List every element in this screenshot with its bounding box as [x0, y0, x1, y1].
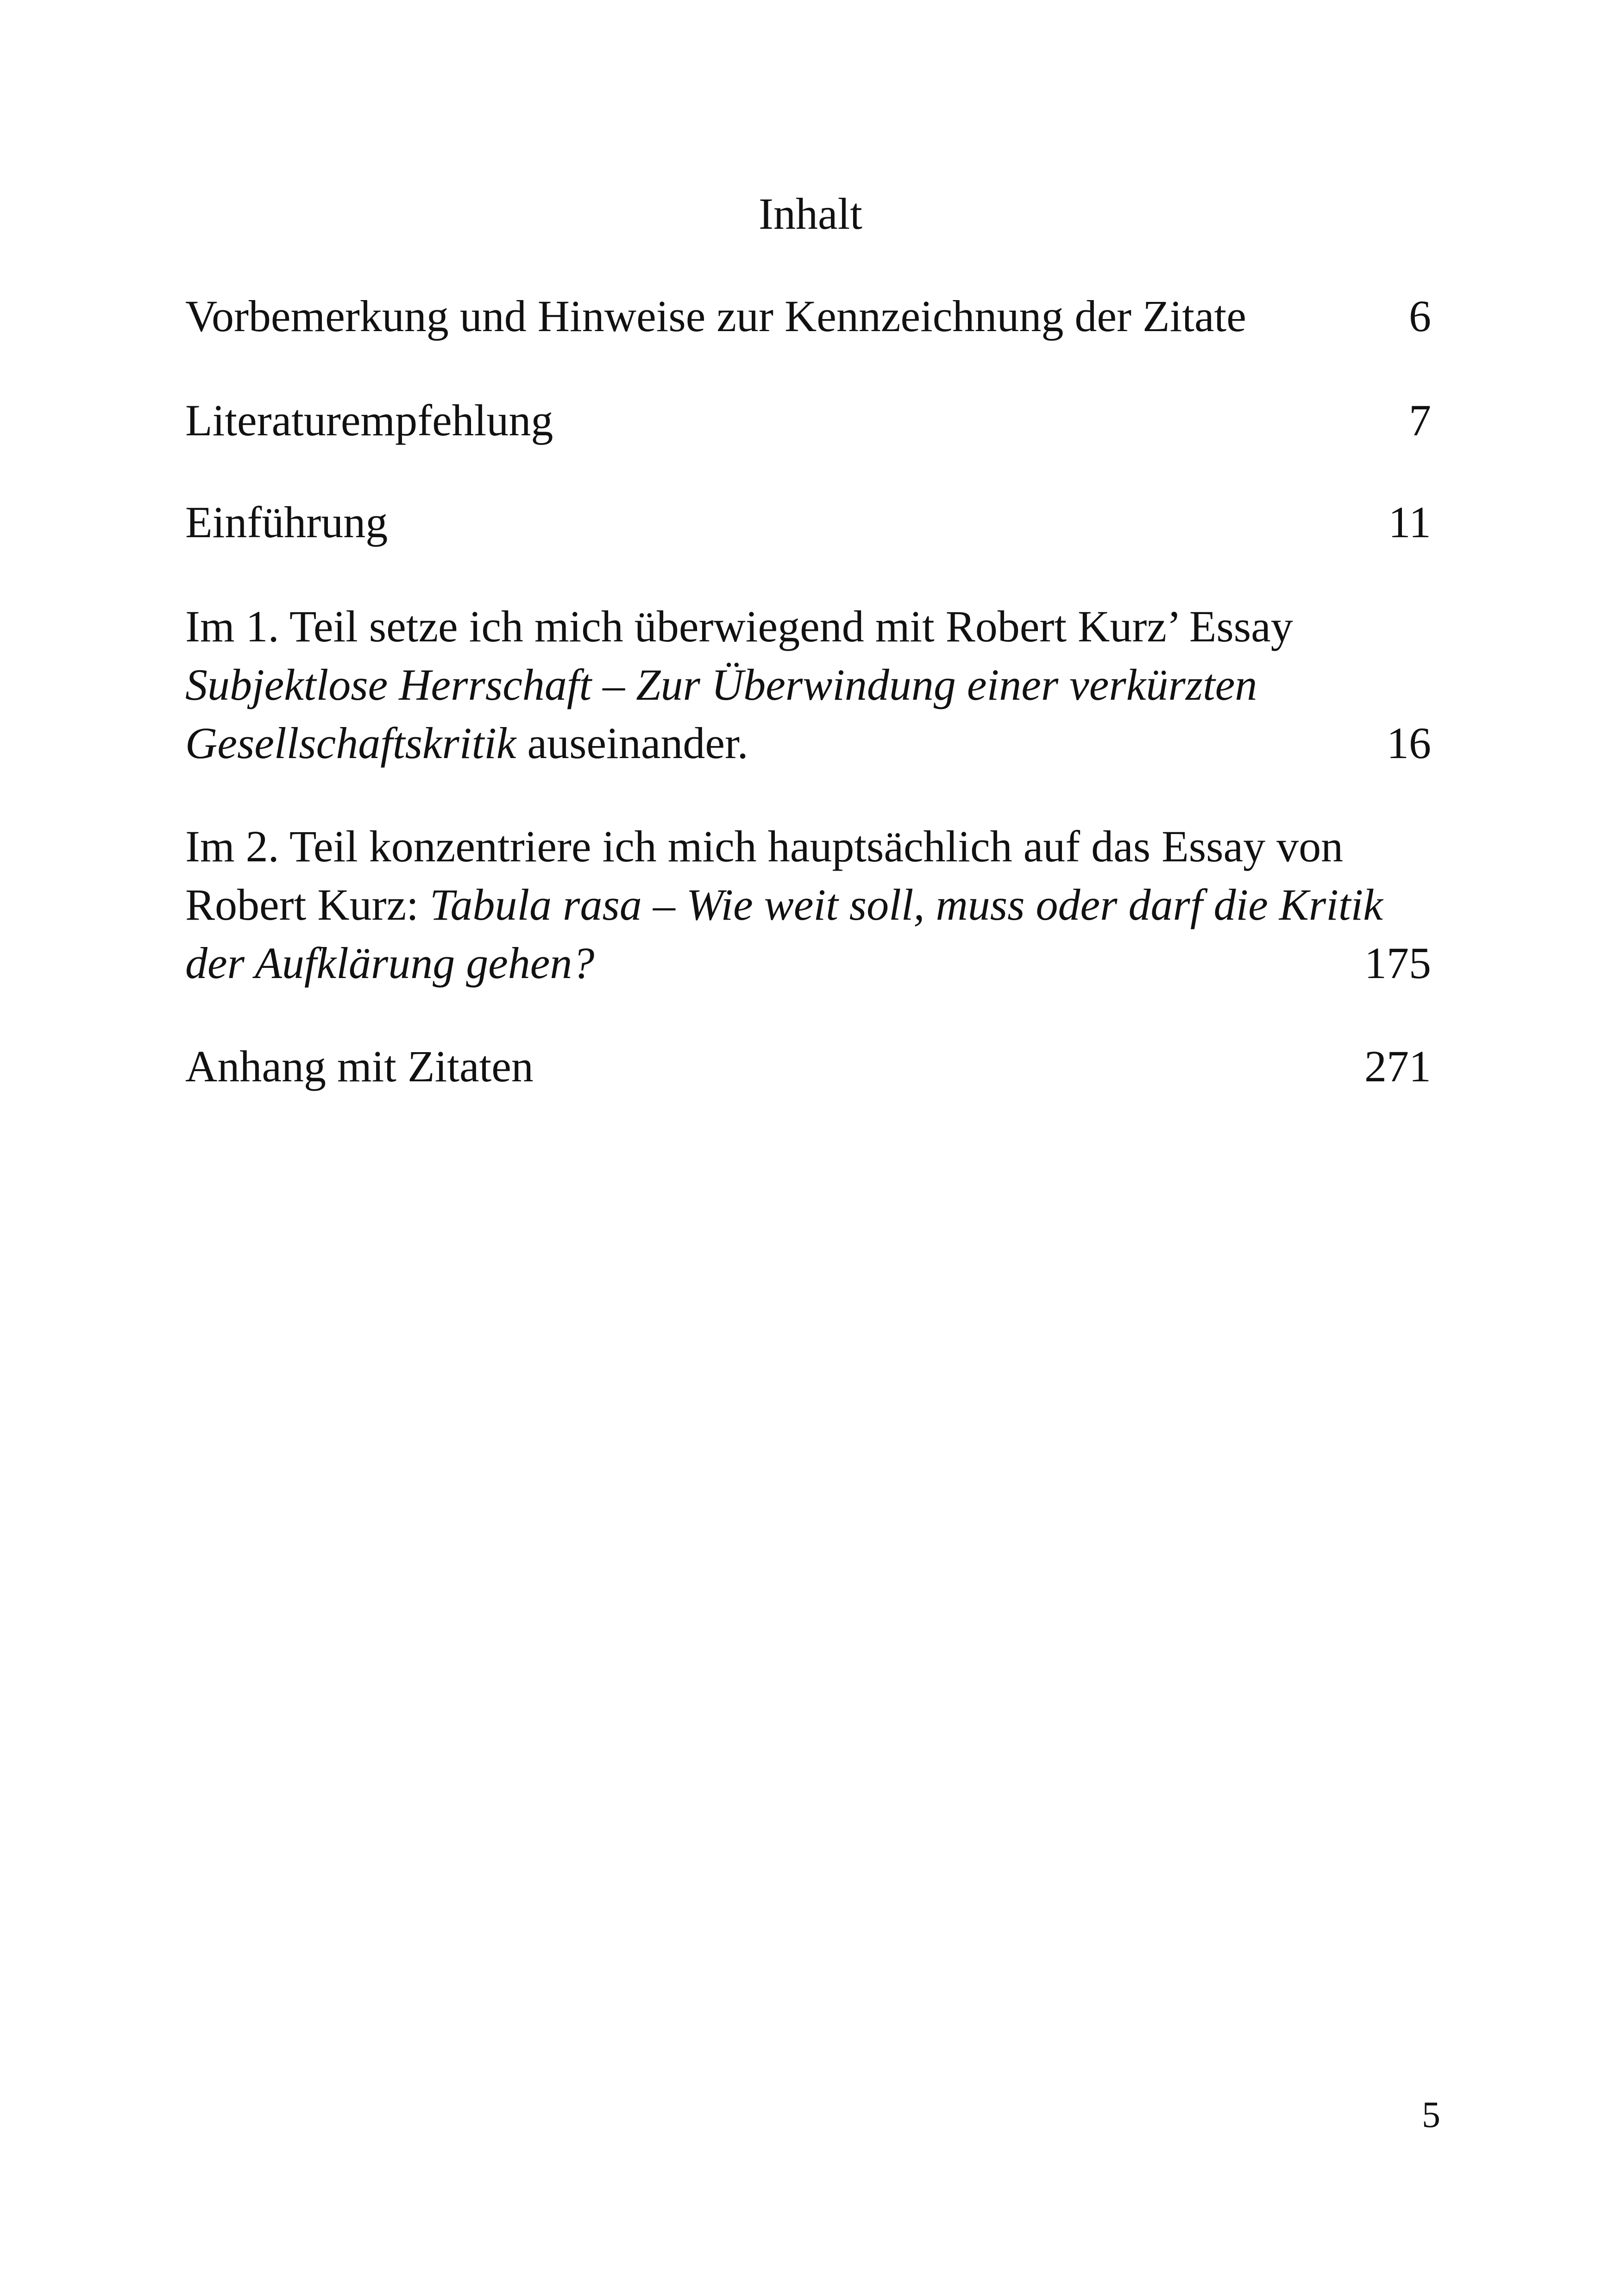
- toc-entry-einfuehrung: [185, 493, 1431, 552]
- toc-entry-anhang: [185, 1037, 1431, 1096]
- toc-page-number: 7: [1409, 395, 1431, 445]
- toc-entry-vorbemerkung: [185, 287, 1431, 345]
- toc-page-number: 6: [1409, 291, 1431, 341]
- toc-entry-text: Robert Kurz:: [185, 880, 430, 929]
- toc-page-number: 175: [1364, 938, 1431, 988]
- toc-entry-title: Anhang mit Zitaten: [185, 1041, 534, 1091]
- toc-entry-text: auseinander.: [516, 718, 748, 768]
- toc-entry-line: Im 1. Teil setze ich mich überwiegend mit Robert Kurz’ Essay: [185, 602, 1293, 651]
- page-title: Inhalt: [759, 189, 862, 238]
- toc-entry-line: Im 2. Teil konzentriere ich mich hauptsächlich auf das Essay von: [185, 822, 1344, 871]
- toc-entry-work-title: Tabula rasa – Wie weit soll, muss oder darf die Kritik: [429, 880, 1383, 929]
- toc-entry-work-title: Gesellschaftskritik: [185, 718, 516, 768]
- toc-page-number: 16: [1387, 718, 1431, 768]
- toc-entry-title: Vorbemerkung und Hinweise zur Kennzeichnung der Zitate: [185, 291, 1246, 341]
- toc-entry-title: Literaturempfehlung: [185, 395, 553, 445]
- toc-entry-work-title: Subjektlose Herrschaft – Zur Überwindung einer verkürzten: [185, 660, 1257, 709]
- toc-entry-literaturempfehlung: [185, 391, 1431, 450]
- toc-entry-teil-1: [185, 597, 1431, 772]
- page-number: 5: [1422, 2095, 1440, 2135]
- toc-page-number: 271: [1364, 1041, 1431, 1091]
- toc-entry-work-title: der Aufklärung gehen?: [185, 938, 595, 988]
- toc-entry-line: [185, 714, 748, 772]
- toc-entry-title: Einführung: [185, 497, 388, 547]
- toc-page-number: 11: [1388, 497, 1431, 547]
- toc-entry-teil-2: [185, 817, 1431, 992]
- toc-entry-line: [185, 876, 1383, 934]
